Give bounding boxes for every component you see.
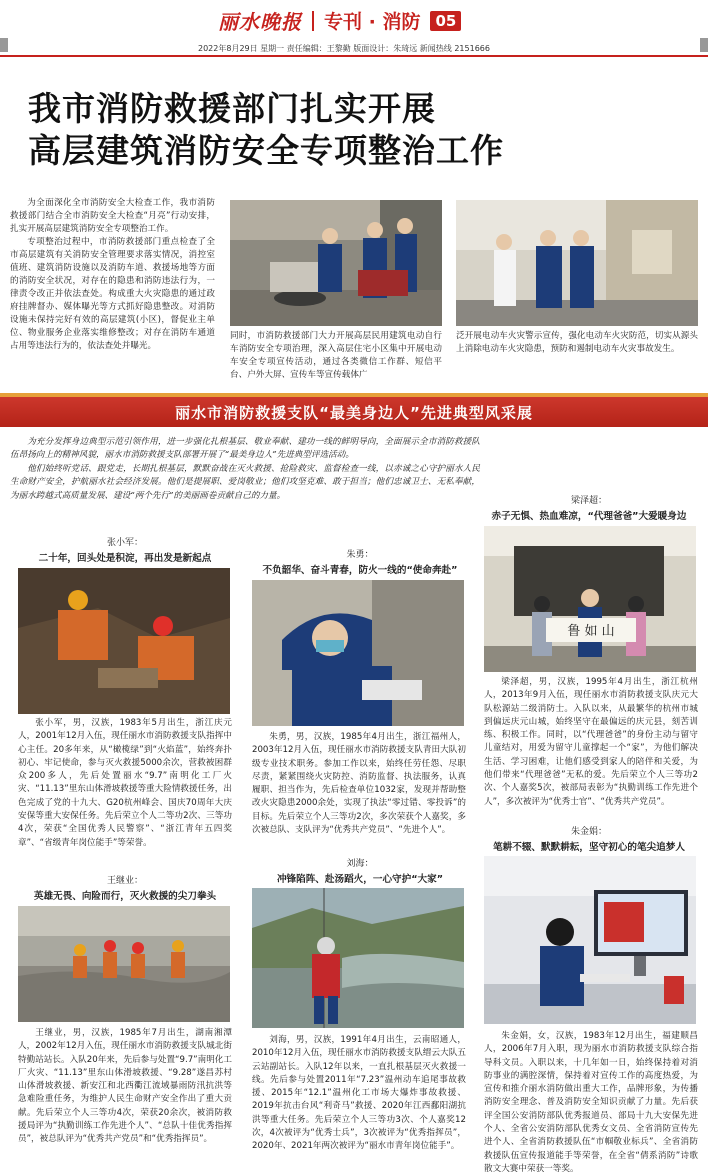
feature-intro: [10, 436, 480, 503]
newspaper-logo: 丽水晚报: [218, 10, 302, 34]
photo-outdoor-publicity: [456, 200, 698, 326]
page-number: 05: [430, 11, 461, 31]
photo-liu-rope-rescue: [252, 888, 464, 1028]
intro-paragraph-1: 为充分发挥身边典型示范引领作用，进一步强化扎根基层、敬业奉献、建功一线的鲜明导向，全面展示全市消防救援队伍昂扬向上的精神风貌，丽水市消防救援支队部署开展了“最美身边人”先进典型评选活动。: [10, 437, 480, 461]
lead-article: [10, 197, 215, 353]
main-headline: [28, 88, 504, 172]
person-name-wang: 王继业：: [106, 876, 143, 886]
person-name-zhang: 张小军：: [106, 538, 143, 548]
person-title-wang: 英雄无畏、向险而行，灭火救援的尖刀拳头: [33, 891, 217, 902]
person-name-liu: 刘海：: [346, 859, 374, 869]
intro-paragraph-2: 他们始终听党话、跟党走，长期扎根基层，默默奋战在灭火救援、抢险救灾、监督检查一线，以赤诚之心守护丽水人民生命财产安全，护航丽水社会经济发展。他们是提展职、爱岗敬业；他们攻坚克难、敢于担当；他们忠诚卫士、无私奉献，为丽水跨越式高质量发展、建设“两个先行”的美丽画卷贡献自己的力量。: [10, 463, 480, 501]
person-title-zhang: 二十年，回头处是积淀，再出发是新起点: [38, 553, 212, 564]
photo-zhang-rescue: [18, 568, 230, 714]
photo-wang-flood-rescue: [18, 906, 230, 1022]
photo-ebike-inspection: [230, 200, 442, 326]
person-title-liu: 冲锋陷阵、赴汤蹈火，一心守护“大家”: [276, 874, 444, 885]
bio-liu: 刘海，男，汉族，1991年4月出生，云南昭通人，2010年12月入伍，现任丽水市消防救援支队缙云大队五云站副站长。入队12年以来，一直扎根基层灭火救援一线。先后参与处置2011年“7.23”温州动车追尾事故救援、2015年“12.1”温州化工市场大爆炸事故救援、2019年抗击台风“利奇马”救援、2020年江西鄱阳湖抗洪等重大任务。先后荣立个人三等功3次、个人嘉奖12次，4次被评为“优秀士兵”，3次被评为“优秀指挥员”，2020年、2021年两次被评为“丽水市青年岗位能手”。: [252, 1035, 466, 1152]
feature-banner: [0, 393, 708, 427]
banner-title: 丽水市消防救援支队“最美身边人”先进典型风采展: [175, 404, 533, 422]
masthead-divider: [312, 11, 314, 31]
headline-line-1: 我市消防救援部门扎实开展: [28, 89, 436, 128]
right-edge-marker: [700, 38, 708, 52]
headline-line-2: 高层建筑消防安全专项整治工作: [28, 131, 504, 170]
bio-zhujuan: 朱金娟，女，汉族，1983年12月出生，福建顺昌人，2006年7月入职，现为丽水市消防救援支队综合指导科文员。入职以来，十几年如一日，始终保持着对消防事业的满腔深情，保持着对宣传工作的高度热爱，为宣传和推介丽水消防做出重大工作，品牌形象，为传播消防安全理念、普及消防安全知识贡献了力量。先后获评全国公安消防部队优秀报道员、部局十九大安保先进个人、全省公安消防部队优秀女文员、全省消防宣传先进个人、全省消防救援队伍“市帼敬业标兵”、全省消防救援队伍宣传报道能手等荣誉，在全省“倩系消防”诗歌散文大赛中荣获一等奖。: [484, 1031, 698, 1174]
dateline: 2022年8月29日 星期一 责任编辑：王黎勤 版面设计：朱琦远 新闻热线 2151666: [198, 44, 490, 53]
top-rule: [0, 55, 708, 57]
person-name-zhu: 朱勇：: [346, 550, 374, 560]
calligraphy-scroll: 鲁 如 山: [567, 624, 615, 639]
photo-zhu-inspection: [252, 580, 464, 726]
lead-paragraph-1: 为全面深化全市消防安全大检查工作，我市消防救援部门结合全市消防安全大检查“月亮”行动安排，扎实开展高层建筑消防安全专项整治工作。: [10, 198, 215, 234]
bio-liang: 梁泽超，男，汉族，1995年4月出生，浙江杭州人，2013年9月入伍，现任丽水市消防救援支队庆元大队松源站二级消防士。入队以来，从最繁华的杭州市城到偏远庆元山城，始终坚守在最偏远的庆元县，刻苦训练、积极工作。同时，以“代理爸爸”的身份主动与留守儿童结对，用爱为留守儿童撑起一个“家”，为他们解决生活、学习困难，让他们感受到家人的陪伴和关爱，为他们带来“代理爸爸”无私的爱。先后荣立个人三等功2次、个人嘉奖5次，被部局表彰为“执勤训练工作先进个人”，多次被评为“优秀士官”、“优秀共产党员”。: [484, 677, 698, 807]
lead-paragraph-2: 专项整治过程中，市消防救援部门重点检查了全市高层建筑有关消防安全管理要求落实情况，消控室值班、建筑消防设施以及消防车道、救援场地等方面的消防安全状况，对存在的隐患和消防违法行为，一律责令改正并依法查处。构成重大火灾隐患的通过政府挂牌督办、媒体曝光等方式抓好隐患整改。对消防设施未保持完好有效的高层建筑(小区)，督促业主单位、物业服务企业落实维修整改；对存在消防车通道占用等违法行为的，依法查处并曝光。: [10, 237, 215, 351]
masthead: [0, 0, 708, 40]
bio-wang: 王继业，男，汉族，1985年7月出生，湖南湘潭人，2002年12月入伍，现任丽水市消防救援支队城北街特勤站站长。入队20年来，先后参与处置“9.7”南明化工厂火灾、“11.13”里东山体滑坡救援、“9.28”遂昌苏村山体滑坡救援、新安江和北西衢江流域暴雨防汛抗洪等急难险重任务，为维护人民生命财产安全作出了重大贡献。先后荣立个人三等功4次，荣获20余次，被消防救援局评为“执勤训练工作先进个人”、“总队十佳优秀指挥员”，被总队评为“优秀共产党员”和“优秀指挥员”。: [18, 1028, 232, 1145]
left-edge-marker: [0, 38, 8, 52]
bio-zhu: 朱勇，男，汉族，1985年4月出生，浙江福州人，2003年12月入伍，现任丽水市消防救援支队青田大队初级专业技术职务。参加工作以来，始终任劳任怨、尽职尽责，紧紧围绕火灾防控、消防监督、执法服务，认真履职、担当作为，先后检查单位1032家，发现并帮助整改火灾隐患2000余处，实现了执法“零过错、零投诉”的目标。先后荣立个人三等功2次，多次荣获个人嘉奖，多次被总队、支队评为“优秀共产党员”、“先进个人”。: [252, 732, 466, 836]
person-title-liang: 赤子无惧、热血难凉，“代理爸爸”大爱暖身边: [491, 511, 687, 522]
bio-zhang: 张小军，男，汉族，1983年5月出生，浙江庆元人，2001年12月入伍，现任丽水市消防救援支队指挥中心主任。20多年来，从“橄榄绿”到“火焰蓝”，始终奔扑初心、牢记使命，参与灭火救援5000余次，营救被困群众200多人，先后处置丽水“9.7”南明化工厂火灾、“11.13”里东山体滑坡救援等重大险情救援任务，出色完成了党的十九大、G20杭州峰会、国庆70周年大庆安保等重大安保任务。先后荣立个人二等功2次、三等功4次，荣获“全国优秀人民警察”、“浙江青年五四奖章”、“省级青年岗位能手”等荣誉。: [18, 718, 232, 848]
person-title-zhujuan: 笔耕不辍、默默耕耘，坚守初心的笔尖追梦人: [493, 842, 685, 853]
masthead-logo-block: [218, 6, 461, 35]
photo-liang-children: [484, 526, 696, 672]
photo-zhujuan-office: [484, 856, 696, 1024]
person-name-liang: 梁泽超：: [570, 496, 607, 506]
person-title-zhu: 不负韶华、奋斗青春，防火一线的“使命奔赴”: [262, 565, 458, 576]
banner-stripe: [0, 393, 708, 397]
photo-caption-part-1: 同时，市消防救援部门大力开展高层民用建筑电动自行车消防安全专项治理，深入高层住宅小区集中开展电动车安全专项宣传活动，通过各类微信工作群、短信平台、户外大屏、宣传车等宣传载体广: [230, 331, 442, 380]
photo-caption-part-2: 泛开展电动车火灾警示宣传，强化电动车火灾防范，切实从源头上消除电动车火灾隐患，预防和遏制电动车火灾事故发生。: [456, 331, 698, 354]
person-name-zhujuan: 朱金娟：: [570, 827, 607, 837]
section-name: 专刊 · 消防: [324, 11, 421, 33]
